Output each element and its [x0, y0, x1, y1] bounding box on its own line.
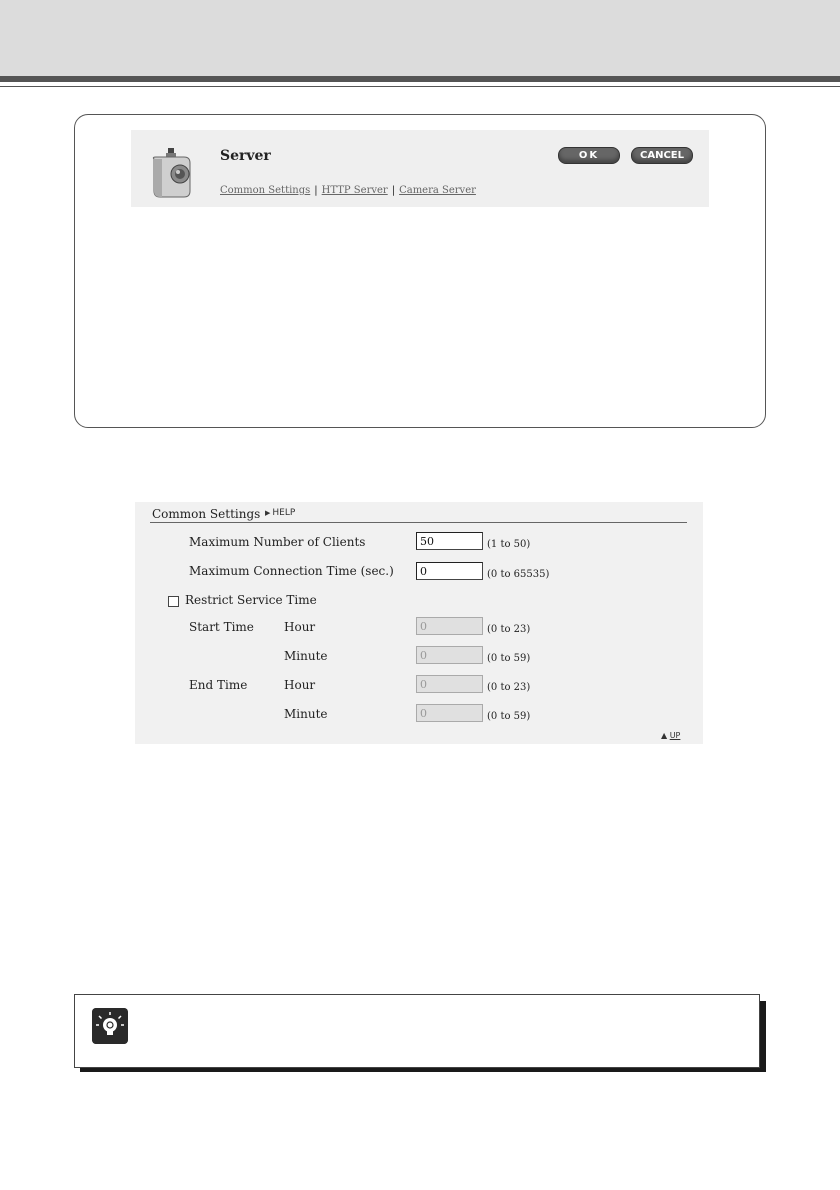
end-hour-label: Hour [284, 678, 316, 692]
restrict-service-checkbox[interactable] [168, 596, 179, 607]
start-hour-label: Hour [284, 620, 316, 634]
link-separator: | [314, 185, 318, 196]
header-rule-thin [0, 86, 840, 87]
end-hour-range: (0 to 23) [487, 682, 531, 693]
link-http-server[interactable]: HTTP Server [321, 185, 388, 196]
end-minute-input[interactable] [416, 704, 483, 722]
start-minute-input[interactable] [416, 646, 483, 664]
lightbulb-tip-icon [92, 1008, 128, 1044]
settings-title: Common Settings [152, 507, 261, 521]
start-hour-range: (0 to 23) [487, 624, 531, 635]
max-conn-time-input[interactable] [416, 562, 483, 580]
server-title: Server [220, 148, 271, 164]
max-clients-label: Maximum Number of Clients [189, 535, 366, 549]
page-header-band [0, 0, 840, 76]
header-rule [0, 76, 840, 82]
camera-icon [146, 147, 196, 199]
restrict-service-label: Restrict Service Time [185, 593, 317, 607]
max-conn-time-label: Maximum Connection Time (sec.) [189, 564, 394, 578]
max-clients-input[interactable] [416, 532, 483, 550]
up-label: UP [669, 731, 681, 740]
link-common-settings[interactable]: Common Settings [220, 185, 311, 196]
start-hour-input[interactable] [416, 617, 483, 635]
end-minute-label: Minute [284, 707, 328, 721]
link-separator: | [391, 185, 396, 196]
tip-box [74, 994, 760, 1068]
cancel-button[interactable]: CANCEL [631, 147, 693, 164]
up-link[interactable] [661, 731, 680, 740]
end-minute-range: (0 to 59) [487, 711, 531, 722]
start-minute-range: (0 to 59) [487, 653, 531, 664]
ok-button[interactable]: OK [558, 147, 620, 164]
triangle-right-icon: ▶ [265, 509, 271, 517]
start-time-label: Start Time [189, 620, 254, 634]
server-nav-links [220, 185, 476, 196]
triangle-up-icon: ▲ [661, 731, 668, 740]
end-time-label: End Time [189, 678, 248, 692]
max-clients-range: (1 to 50) [487, 539, 531, 550]
max-conn-time-range: (0 to 65535) [487, 569, 550, 580]
end-hour-input[interactable] [416, 675, 483, 693]
start-minute-label: Minute [284, 649, 328, 663]
help-link[interactable] [265, 508, 295, 518]
settings-divider [150, 522, 687, 523]
link-camera-server[interactable]: Camera Server [399, 185, 476, 196]
help-label: HELP [272, 508, 296, 518]
